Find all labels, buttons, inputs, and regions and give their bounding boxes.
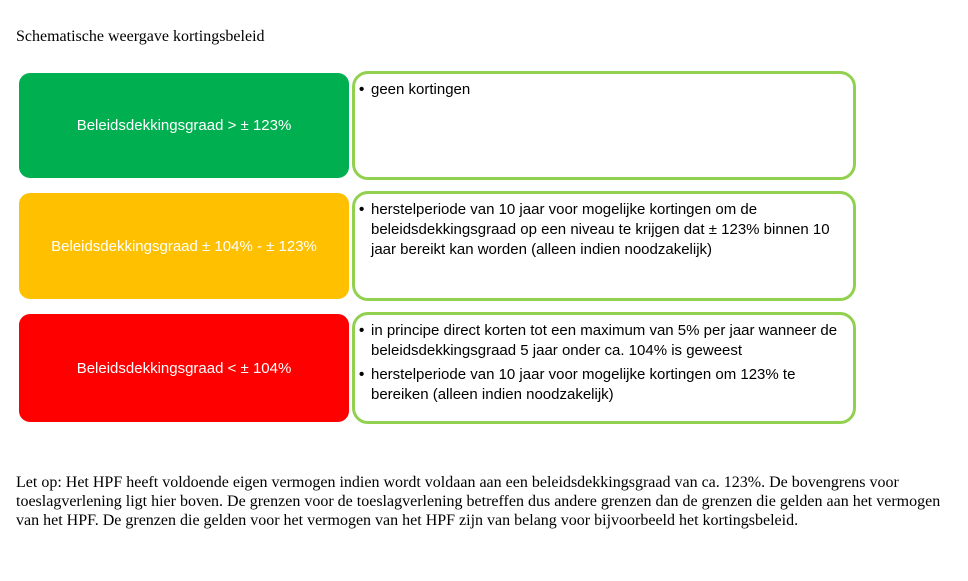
level-label-middle: Beleidsdekkingsgraad ± 104% - ± 123% [51, 237, 317, 255]
level-box-low [19, 314, 349, 422]
bullet-icon: • [359, 366, 365, 383]
bullet-text: geen kortingen [371, 81, 471, 98]
level-box-middle [19, 193, 349, 299]
bullet-icon: • [359, 81, 365, 98]
bullet-icon: • [359, 201, 365, 218]
bullet-text: in principe direct korten tot een maximum van 5% per jaar wanneer de beleidsdekkingsgraad 5 jaar onder ca. 104% is geweest [371, 322, 838, 359]
list-item [359, 321, 845, 361]
policy-row-middle [18, 191, 856, 301]
description-box-high [352, 71, 856, 180]
list-item [359, 200, 845, 260]
description-box-middle [352, 191, 856, 301]
list-item [359, 365, 845, 405]
description-box-low [352, 312, 856, 424]
page-title: Schematische weergave kortingsbeleid [16, 28, 265, 45]
bullet-text: herstelperiode van 10 jaar voor mogelijke kortingen om 123% te bereiken (alleen indien noodzakelijk) [371, 366, 796, 403]
level-box-high [19, 73, 349, 178]
bullet-icon: • [359, 322, 365, 339]
policy-row-low [18, 312, 856, 424]
level-label-low: Beleidsdekkingsgraad < ± 104% [76, 359, 292, 377]
level-label-high: Beleidsdekkingsgraad > ± 123% [76, 117, 292, 134]
policy-row-high [18, 71, 856, 180]
list-item [359, 80, 845, 100]
bullet-text: herstelperiode van 10 jaar voor mogelijke kortingen om de beleidsdekkingsgraad op een niveau te krijgen dat ± 123% binnen 10 jaar bereikt kan worden (alleen indien noodzakelijk) [371, 201, 830, 258]
footnote-text: Let op: Het HPF heeft voldoende eigen vermogen indien wordt voldaan aan een beleidsdekkingsgraad van ca. 123%. De bovengrens voor toeslagverlening ligt hier boven. De grenzen voor de toeslagverlening betreffen dus andere grenzen dan de grenzen die gelden aan het vermogen van het HPF. De grenzen die gelden voor het vermogen van het HPF zijn van belang voor bijvoorbeeld het kortingsbeleid. [16, 474, 941, 529]
